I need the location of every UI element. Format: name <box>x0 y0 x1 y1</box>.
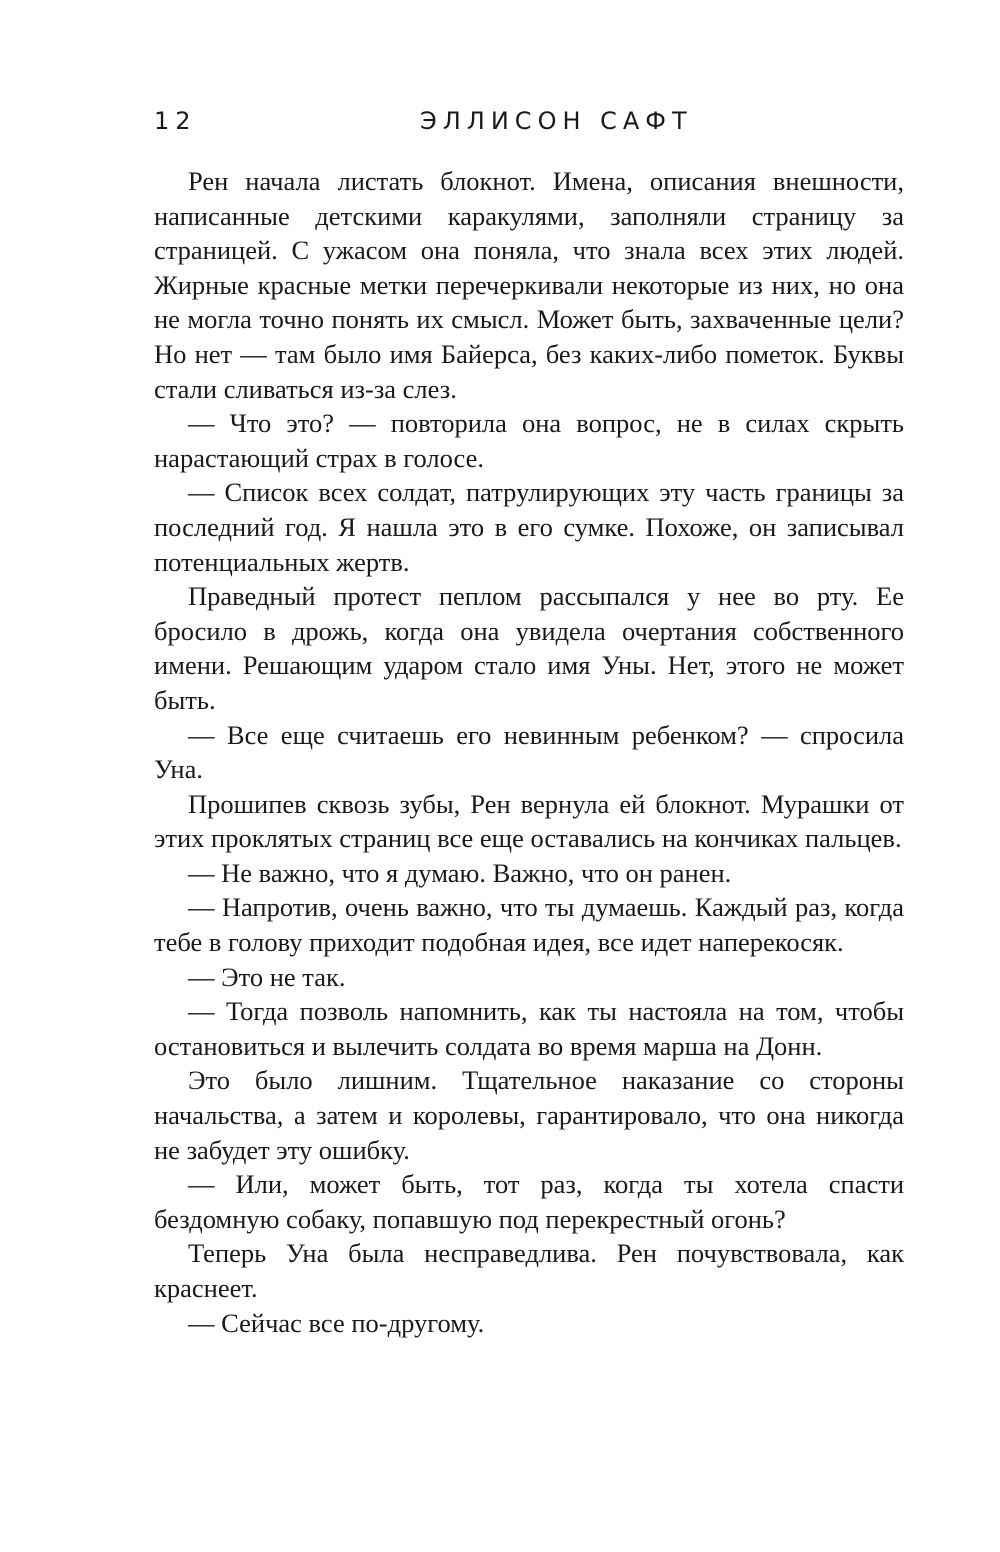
paragraph: — Список всех солдат, патрулирующих эту часть границы за последний год. Я нашла это в его сумке. Похоже, он записывал потенциальных жертв. <box>154 477 904 577</box>
paragraph: — Напротив, очень важно, что ты думаешь. Каждый раз, когда тебе в голову приходит подобная идея, все идет наперекосяк. <box>154 892 904 958</box>
paragraph: — Не важно, что я думаю. Важно, что он ранен. <box>188 857 732 888</box>
paragraph: — Тогда позволь напомнить, как ты настояла на том, чтобы остановиться и вылечить солдата во время марша на Донн. <box>154 996 904 1061</box>
paragraph: — Что это? — повторила она вопрос, не в силах скрыть нарастающий страх в голосе. <box>154 408 904 473</box>
running-title: ЭЛЛИСОН САФТ <box>420 107 693 135</box>
paragraph: Праведный протест пеплом рассыпался у нее во рту. Ее бросило в дрожь, когда она увидела очертания собственного имени. Решающим ударом стало имя Уны. Нет, этого не может быть. <box>154 581 904 715</box>
paragraph: Прошипев сквозь зубы, Рен вернула ей блокнот. Мурашки от этих проклятых страниц все еще оставались на кончиках пальцев. <box>154 788 904 854</box>
paragraph: — Все еще считаешь его невинным ребенком? — спросила Уна. <box>154 719 904 785</box>
paragraph: Теперь Уна была несправедлива. Рен почувствовала, как краснеет. <box>154 1238 904 1303</box>
body-text <box>154 164 904 1340</box>
paragraph: — Или, может быть, тот раз, когда ты хотела спасти бездомную собаку, попавшую под перекрестный огонь? <box>154 1169 904 1234</box>
paragraph: Рен начала листать блокнот. Имена, описания внешности, написанные детскими каракулями, заполняли страницу за страницей. С ужасом она поняла, что знала всех этих людей. Жирные красные метки перечеркивали некоторые из них, но она не могла точно понять их смысл. Может быть, захваченные цели? Но нет — там было имя Байерса, без каких-либо пометок. Буквы стали сливаться из-за слез. <box>154 166 904 404</box>
paragraph: Это было лишним. Тщательное наказание со стороны начальства, а затем и королевы, гарантировало, что она никогда не забудет эту ошибку. <box>154 1065 904 1165</box>
paragraph: — Сейчас все по-другому. <box>188 1307 485 1338</box>
paragraph: — Это не так. <box>188 961 346 992</box>
page-number: 12 <box>154 107 197 135</box>
